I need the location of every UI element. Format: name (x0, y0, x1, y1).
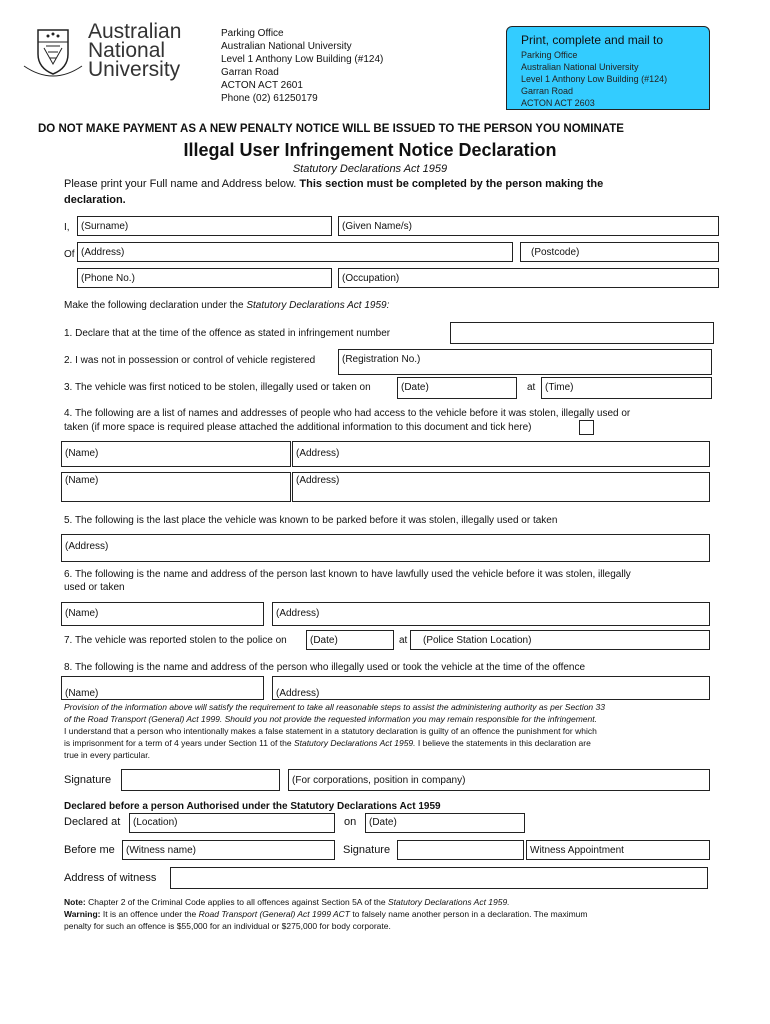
surname-field[interactable]: (Surname) (77, 216, 332, 236)
phone-field[interactable]: (Phone No.) (77, 268, 332, 288)
understand-text (64, 725, 597, 761)
office-line: Phone (02) 61250179 (221, 93, 318, 104)
understand-line-3: true in every particular. (64, 750, 150, 760)
logo-line-1: Australian (88, 20, 182, 43)
understand-line-2: is imprisonment for a term of 4 years under Section 11 of the (64, 738, 294, 748)
label-at-1: at (527, 382, 536, 393)
before-me-label: Before me (64, 844, 115, 856)
location-field[interactable]: (Location) (129, 813, 335, 833)
access-address-1[interactable]: (Address) (292, 441, 710, 467)
address-of-witness-label: Address of witness (64, 872, 157, 884)
office-line: Level 1 Anthony Low Building (#124) (221, 54, 384, 65)
declared-date-field[interactable]: (Date) (365, 813, 525, 833)
access-name-1[interactable]: (Name) (61, 441, 291, 467)
understand-act: Statutory Declarations Act 1959. (293, 738, 416, 748)
mail-line: Level 1 Anthony Low Building (#124) (521, 74, 668, 84)
given-name-field[interactable]: (Given Name/s) (338, 216, 719, 236)
office-line: Parking Office (221, 28, 284, 39)
witness-address-field[interactable] (170, 867, 708, 889)
provision-line: Provision of the information above will satisfy the requirement to take all reasonable steps to assist the administering authority as per Section 33 (64, 702, 605, 712)
logo-line-3: University (88, 58, 181, 81)
mail-to-box (506, 26, 710, 110)
intro-normal: Please print your Full name and Address below. (64, 178, 300, 190)
warning-body-2: to falsely name another person in a declaration. The maximum (350, 909, 588, 919)
payment-warning: DO NOT MAKE PAYMENT AS A NEW PENALTY NOTICE WILL BE ISSUED TO THE PERSON YOU NOMINATE (38, 123, 624, 135)
item-8: 8. The following is the name and address of the person who illegally used or took the vehicle at the time of the offence (64, 662, 586, 673)
time-field[interactable]: (Time) (541, 377, 712, 399)
declared-at-label: Declared at (64, 816, 121, 828)
item-2: 2. I was not in possession or control of vehicle registered (64, 355, 316, 366)
illegal-user-address-field[interactable]: (Address) (272, 676, 710, 700)
access-name-2[interactable]: (Name) (61, 472, 291, 502)
illegal-user-name-field[interactable]: (Name) (61, 676, 264, 700)
understand-line-1: I understand that a person who intentionally makes a false statement in a statutory declaration is guilty of an offence the punishment for which (64, 726, 597, 736)
make-text: Make the following declaration under the (64, 300, 247, 311)
infringement-number-field[interactable] (450, 322, 714, 344)
police-station-field[interactable]: (Police Station Location) (410, 630, 710, 650)
page-title: Illegal User Infringement Notice Declaration (183, 140, 557, 160)
provision-line: of the Road Transport (General) Act 1999. Should you not provide the requested information you may remain responsible for the infringement. (64, 714, 597, 724)
warning-label: Warning: (64, 909, 101, 919)
lawful-user-name-field[interactable]: (Name) (61, 602, 264, 626)
make-act: Statutory Declarations Act 1959: (246, 300, 390, 311)
note-act: Statutory Declarations Act 1959. (387, 897, 510, 907)
penalty-line: penalty for such an offence is $55,000 for an individual or $275,000 for body corporate. (64, 921, 391, 931)
on-label: on (344, 816, 357, 828)
witness-appointment-field[interactable]: Witness Appointment (526, 840, 710, 860)
registration-field[interactable]: (Registration No.) (338, 349, 712, 375)
anu-logo (20, 22, 210, 84)
intro-bold: This section must be completed by the person making the declaration. (64, 178, 604, 206)
logo-line-2: National (88, 39, 166, 62)
understand-line-2-end: I believe the statements in this declaration are (415, 738, 591, 748)
subtitle: Statutory Declarations Act 1959 (292, 163, 448, 175)
note-body: Chapter 2 of the Criminal Code applies to all offences against Section 5A of the (85, 897, 388, 907)
declared-heading: Declared before a person Authorised under the Statutory Declarations Act 1959 (64, 801, 441, 812)
note-text (64, 896, 588, 932)
crest-icon (20, 24, 86, 82)
intro-text (64, 176, 664, 208)
lawful-user-address-field[interactable]: (Address) (272, 602, 710, 626)
mail-line: ACTON ACT 2603 (521, 98, 595, 108)
office-address (221, 27, 383, 105)
witness-signature-field[interactable] (397, 840, 524, 860)
item-6-line-1: 6. The following is the name and address of the person last known to have lawfully used the vehicle before it was stolen, illegally (64, 569, 631, 580)
corp-position-field[interactable]: (For corporations, position in company) (288, 769, 710, 791)
mail-line: Australian National University (521, 62, 639, 72)
label-of: Of (64, 249, 75, 260)
last-parked-address-field[interactable]: (Address) (61, 534, 710, 562)
item-7: 7. The vehicle was reported stolen to the police on (64, 635, 287, 646)
access-address-2[interactable]: (Address) (292, 472, 710, 502)
item-4-line-2: taken (if more space is required please attached the additional information to this document and tick here) (64, 422, 532, 433)
mail-to-title: Print, complete and mail to (521, 33, 664, 47)
more-space-checkbox[interactable] (579, 420, 594, 435)
postcode-field[interactable]: (Postcode) (520, 242, 719, 262)
item-5: 5. The following is the last place the vehicle was known to be parked before it was stolen, illegally used or taken (64, 515, 558, 526)
warning-act: Road Transport (General) Act 1999 ACT (198, 909, 350, 919)
provision-text (64, 701, 605, 725)
signature-label: Signature (64, 774, 112, 786)
mail-line: Parking Office (521, 50, 578, 60)
police-report-date-field[interactable]: (Date) (306, 630, 394, 650)
declaration-intro (64, 300, 389, 312)
item-4-line-1: 4. The following are a list of names and addresses of people who had access to the vehicle before it was stolen, illegally used or (64, 408, 631, 419)
address-field[interactable]: (Address) (77, 242, 513, 262)
label-i: I, (64, 222, 70, 233)
witness-name-field[interactable]: (Witness name) (122, 840, 335, 860)
note-label: Note: (64, 897, 86, 907)
date-taken-field[interactable]: (Date) (397, 377, 517, 399)
signature-field[interactable] (121, 769, 280, 791)
occupation-field[interactable]: (Occupation) (338, 268, 719, 288)
label-at-2: at (399, 635, 408, 646)
office-line: Garran Road (221, 67, 279, 78)
witness-signature-label: Signature (343, 844, 391, 856)
warning-body: It is an offence under the (100, 909, 199, 919)
item-6-line-2: used or taken (64, 582, 125, 593)
item-3: 3. The vehicle was first noticed to be stolen, illegally used or taken on (64, 382, 371, 393)
office-line: ACTON ACT 2601 (221, 80, 303, 91)
office-line: Australian National University (221, 41, 352, 52)
mail-line: Garran Road (521, 86, 574, 96)
item-1: 1. Declare that at the time of the offence as stated in infringement number (64, 328, 391, 339)
